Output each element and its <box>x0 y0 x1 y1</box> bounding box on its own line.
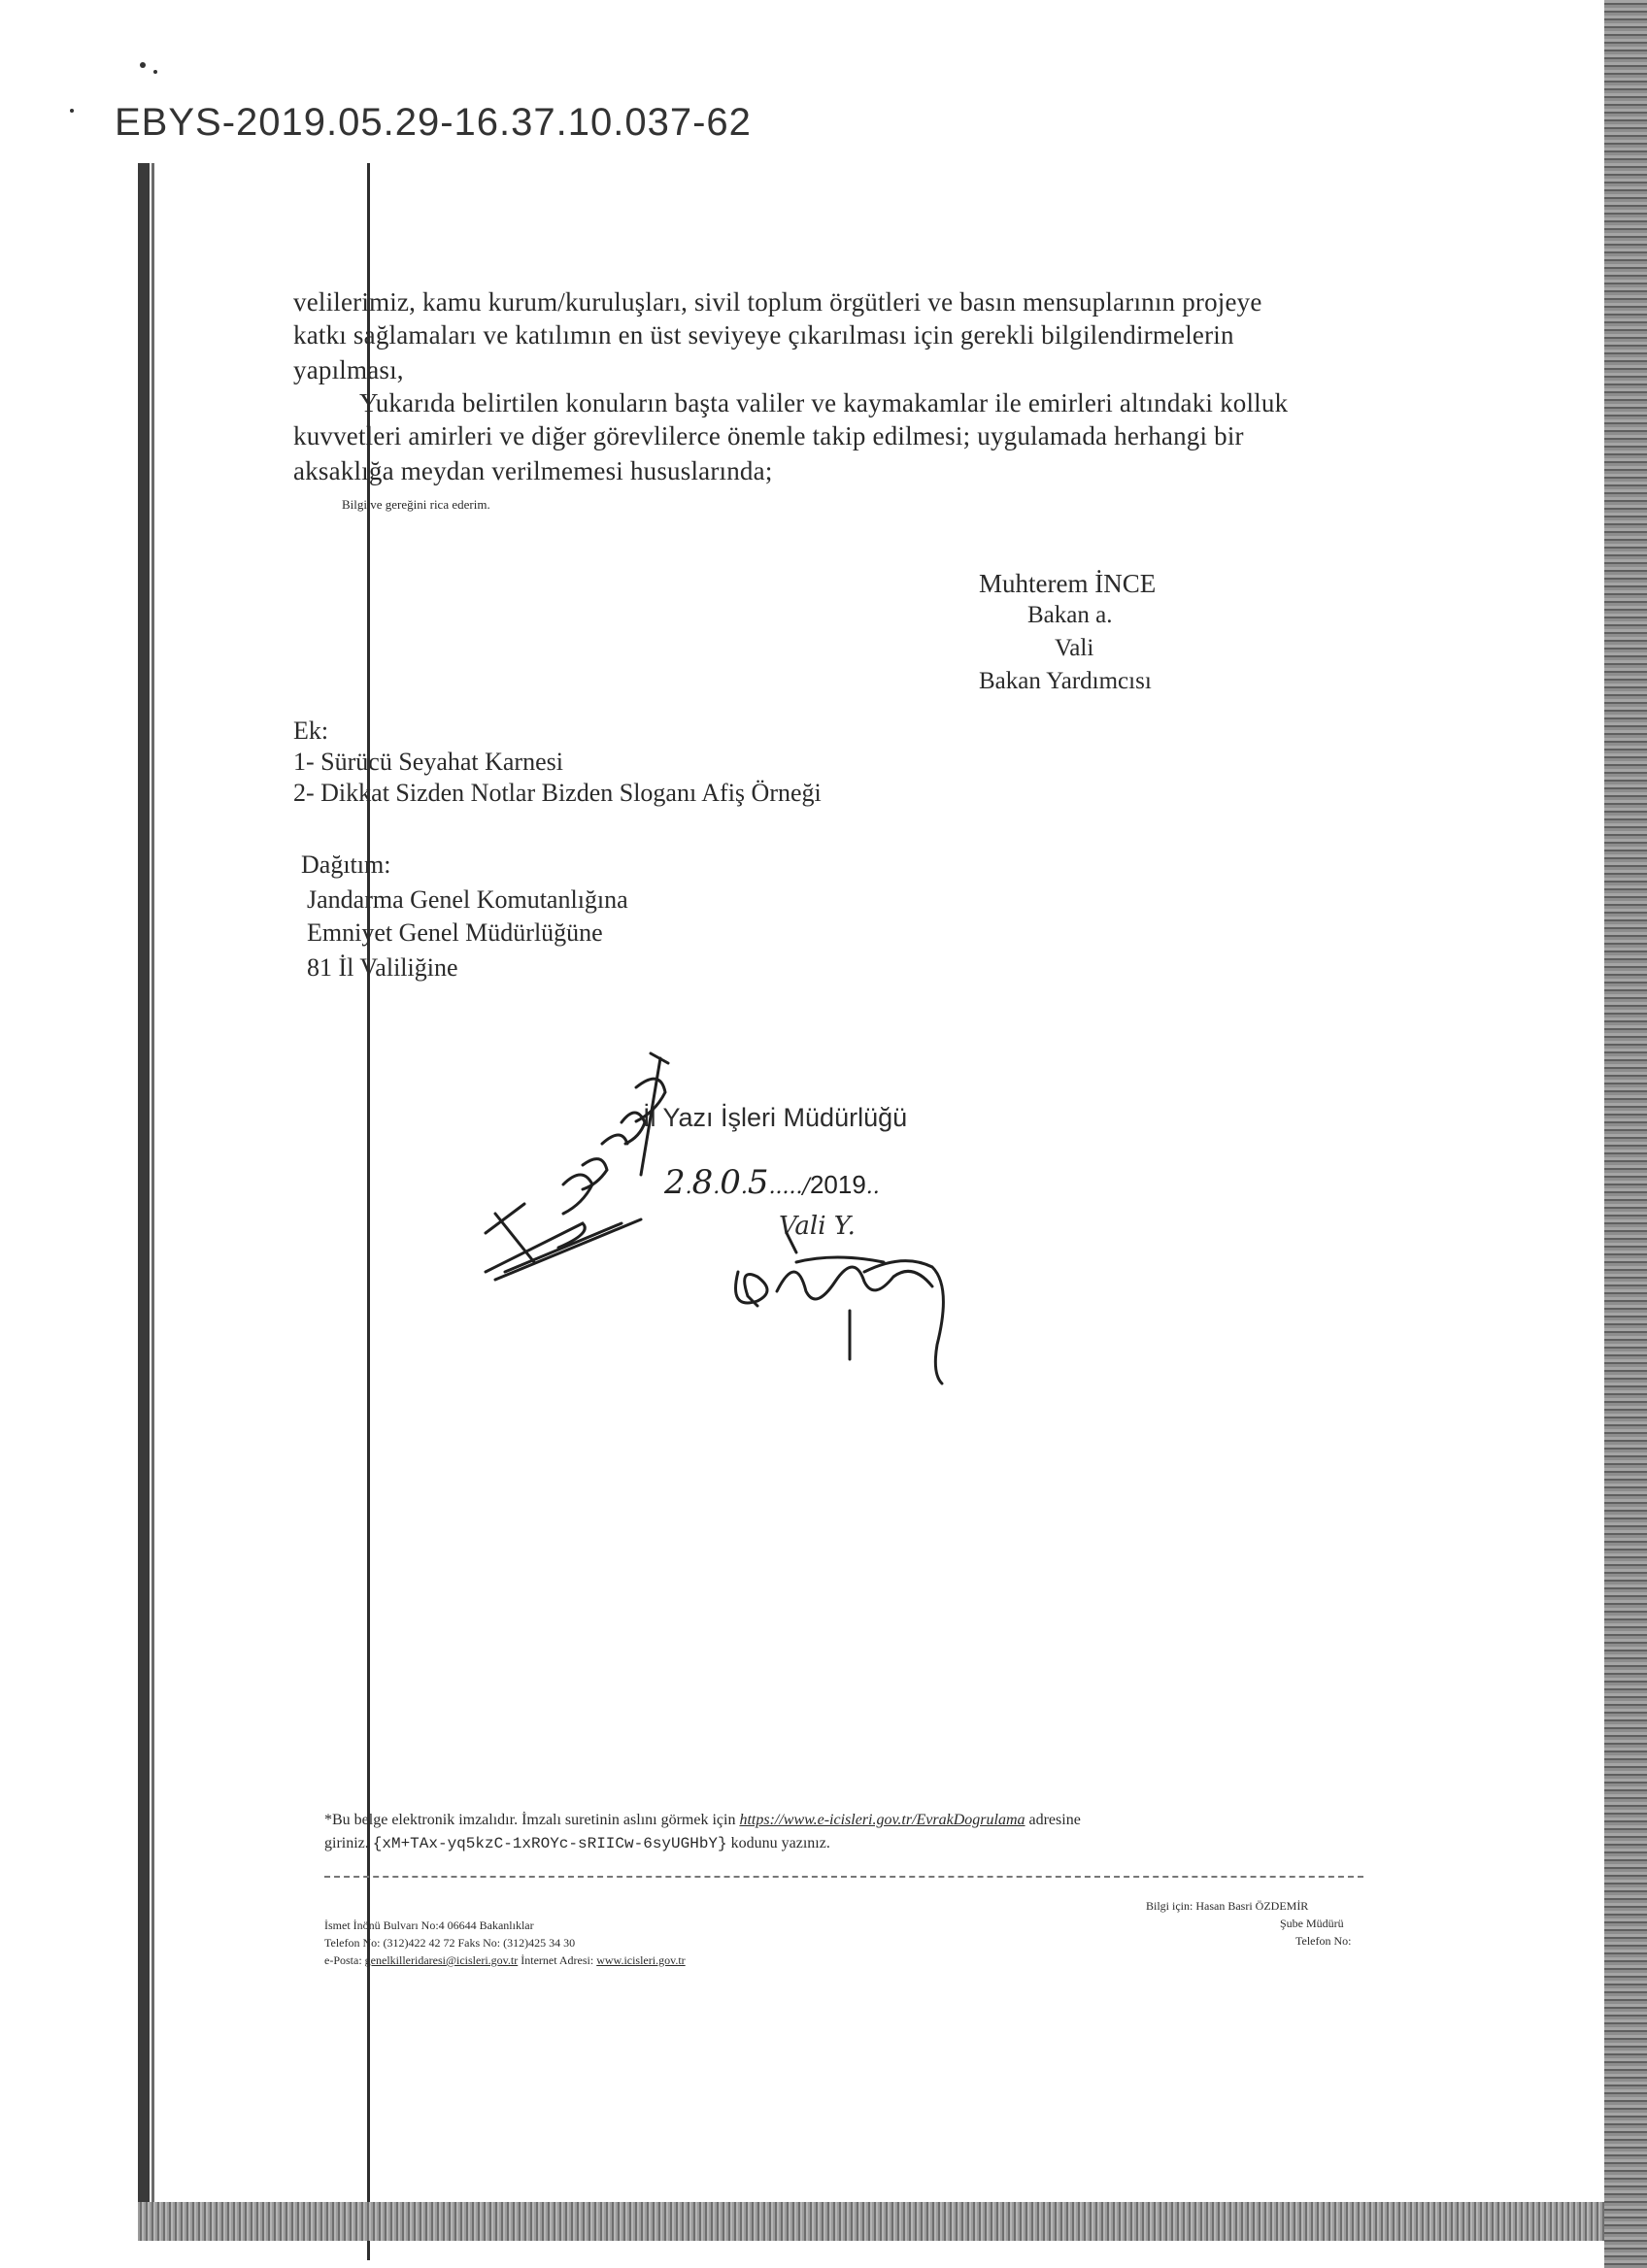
attachments-label: Ek: <box>293 717 329 745</box>
signer-title-2: Vali <box>1055 635 1094 661</box>
body-line-2: katkı sağlamaları ve katılımın en üst seviyeye çıkarılması için gerekli bilgilendirmelerin <box>293 320 1234 350</box>
footer-divider <box>324 1876 1363 1878</box>
scan-right-edge <box>1604 0 1647 2268</box>
closing-line: Bilgi ve gereğini rica ederim. <box>342 497 490 512</box>
signer-title-3: Bakan Yardımcısı <box>979 668 1152 694</box>
body-line-3: yapılması, <box>293 355 404 384</box>
verification-link[interactable]: https://www.e-icisleri.gov.tr/EvrakDogrulama <box>739 1812 1025 1828</box>
distribution-item: Emniyet Genel Müdürlüğüne <box>307 918 603 947</box>
scan-speck <box>153 70 157 74</box>
footer-info-phone: Telefon No: <box>1295 1934 1352 1948</box>
footer-phone: Telefon No: (312)422 42 72 Faks No: (312)425 34 30 <box>324 1936 576 1950</box>
signer-title-1: Bakan a. <box>1027 602 1113 628</box>
body-line-4: Yukarıda belirtilen konuların başta valiler ve kaymakamlar ile emirleri altındaki kolluk <box>359 388 1289 417</box>
attachment-item: 2- Dikkat Sizden Notlar Bizden Sloganı Afiş Örneği <box>293 779 822 807</box>
footer-email[interactable]: genelkilleridaresi@icisleri.gov.tr <box>364 1953 519 1967</box>
stamp-date: 2.8.0.5...../2019.. <box>664 1163 880 1202</box>
footer-contact: e-Posta: genelkilleridaresi@icisleri.gov.tr İnternet Adresi: www.icisleri.gov.tr <box>324 1953 686 1967</box>
scan-speck <box>140 62 146 68</box>
footer-info-title: Şube Müdürü <box>1280 1917 1344 1930</box>
distribution-item: 81 İl Valiliğine <box>307 953 458 982</box>
verification-code: {xM+TAx-yq5kzC-1xROYc-sRIICw-6syUGHbY} <box>372 1835 727 1852</box>
stamp-title: İl Yazı İşleri Müdürlüğü <box>643 1103 908 1132</box>
footer-web[interactable]: www.icisleri.gov.tr <box>596 1953 686 1967</box>
stamp-sub: Vali Y. <box>779 1212 856 1241</box>
footer-address: İsmet İnönü Bulvarı No:4 06644 Bakanlıklar <box>324 1918 534 1932</box>
body-line-6: aksaklığa meydan verilmemesi hususlarında; <box>293 456 773 485</box>
verification-code-line: giriniz. {xM+TAx-yq5kzC-1xROYc-sRIICw-6syUGHbY} kodunu yazınız. <box>324 1835 830 1852</box>
distribution-item: Jandarma Genel Komutanlığına <box>307 885 628 914</box>
scan-speck <box>70 109 74 113</box>
handwritten-signature <box>466 1029 991 1408</box>
document-id: EBYS-2019.05.29-16.37.10.037-62 <box>115 101 752 144</box>
scan-bottom-edge <box>138 2202 1604 2241</box>
body-line-1: velilerimiz, kamu kurum/kuruluşları, sivil toplum örgütleri ve basın mensuplarının projeye <box>293 287 1262 317</box>
distribution-label: Dağıtım: <box>301 850 391 879</box>
scan-left-edge <box>138 163 150 2241</box>
attachment-item: 1- Sürücü Seyahat Karnesi <box>293 748 563 776</box>
scan-left-edge-shadow <box>151 163 154 2241</box>
body-line-5: kuvvetleri amirleri ve diğer görevlilerce önemle takip edilmesi; uygulamada herhangi bir <box>293 421 1244 450</box>
e-signature-notice: *Bu belge elektronik imzalıdır. İmzalı suretinin aslını görmek için https://www.e-icisleri.gov.tr/EvrakDogrulama adresine <box>324 1812 1081 1828</box>
signer-name: Muhterem İNCE <box>979 569 1157 598</box>
footer-info-contact: Bilgi için: Hasan Basri ÖZDEMİR <box>1146 1899 1309 1913</box>
